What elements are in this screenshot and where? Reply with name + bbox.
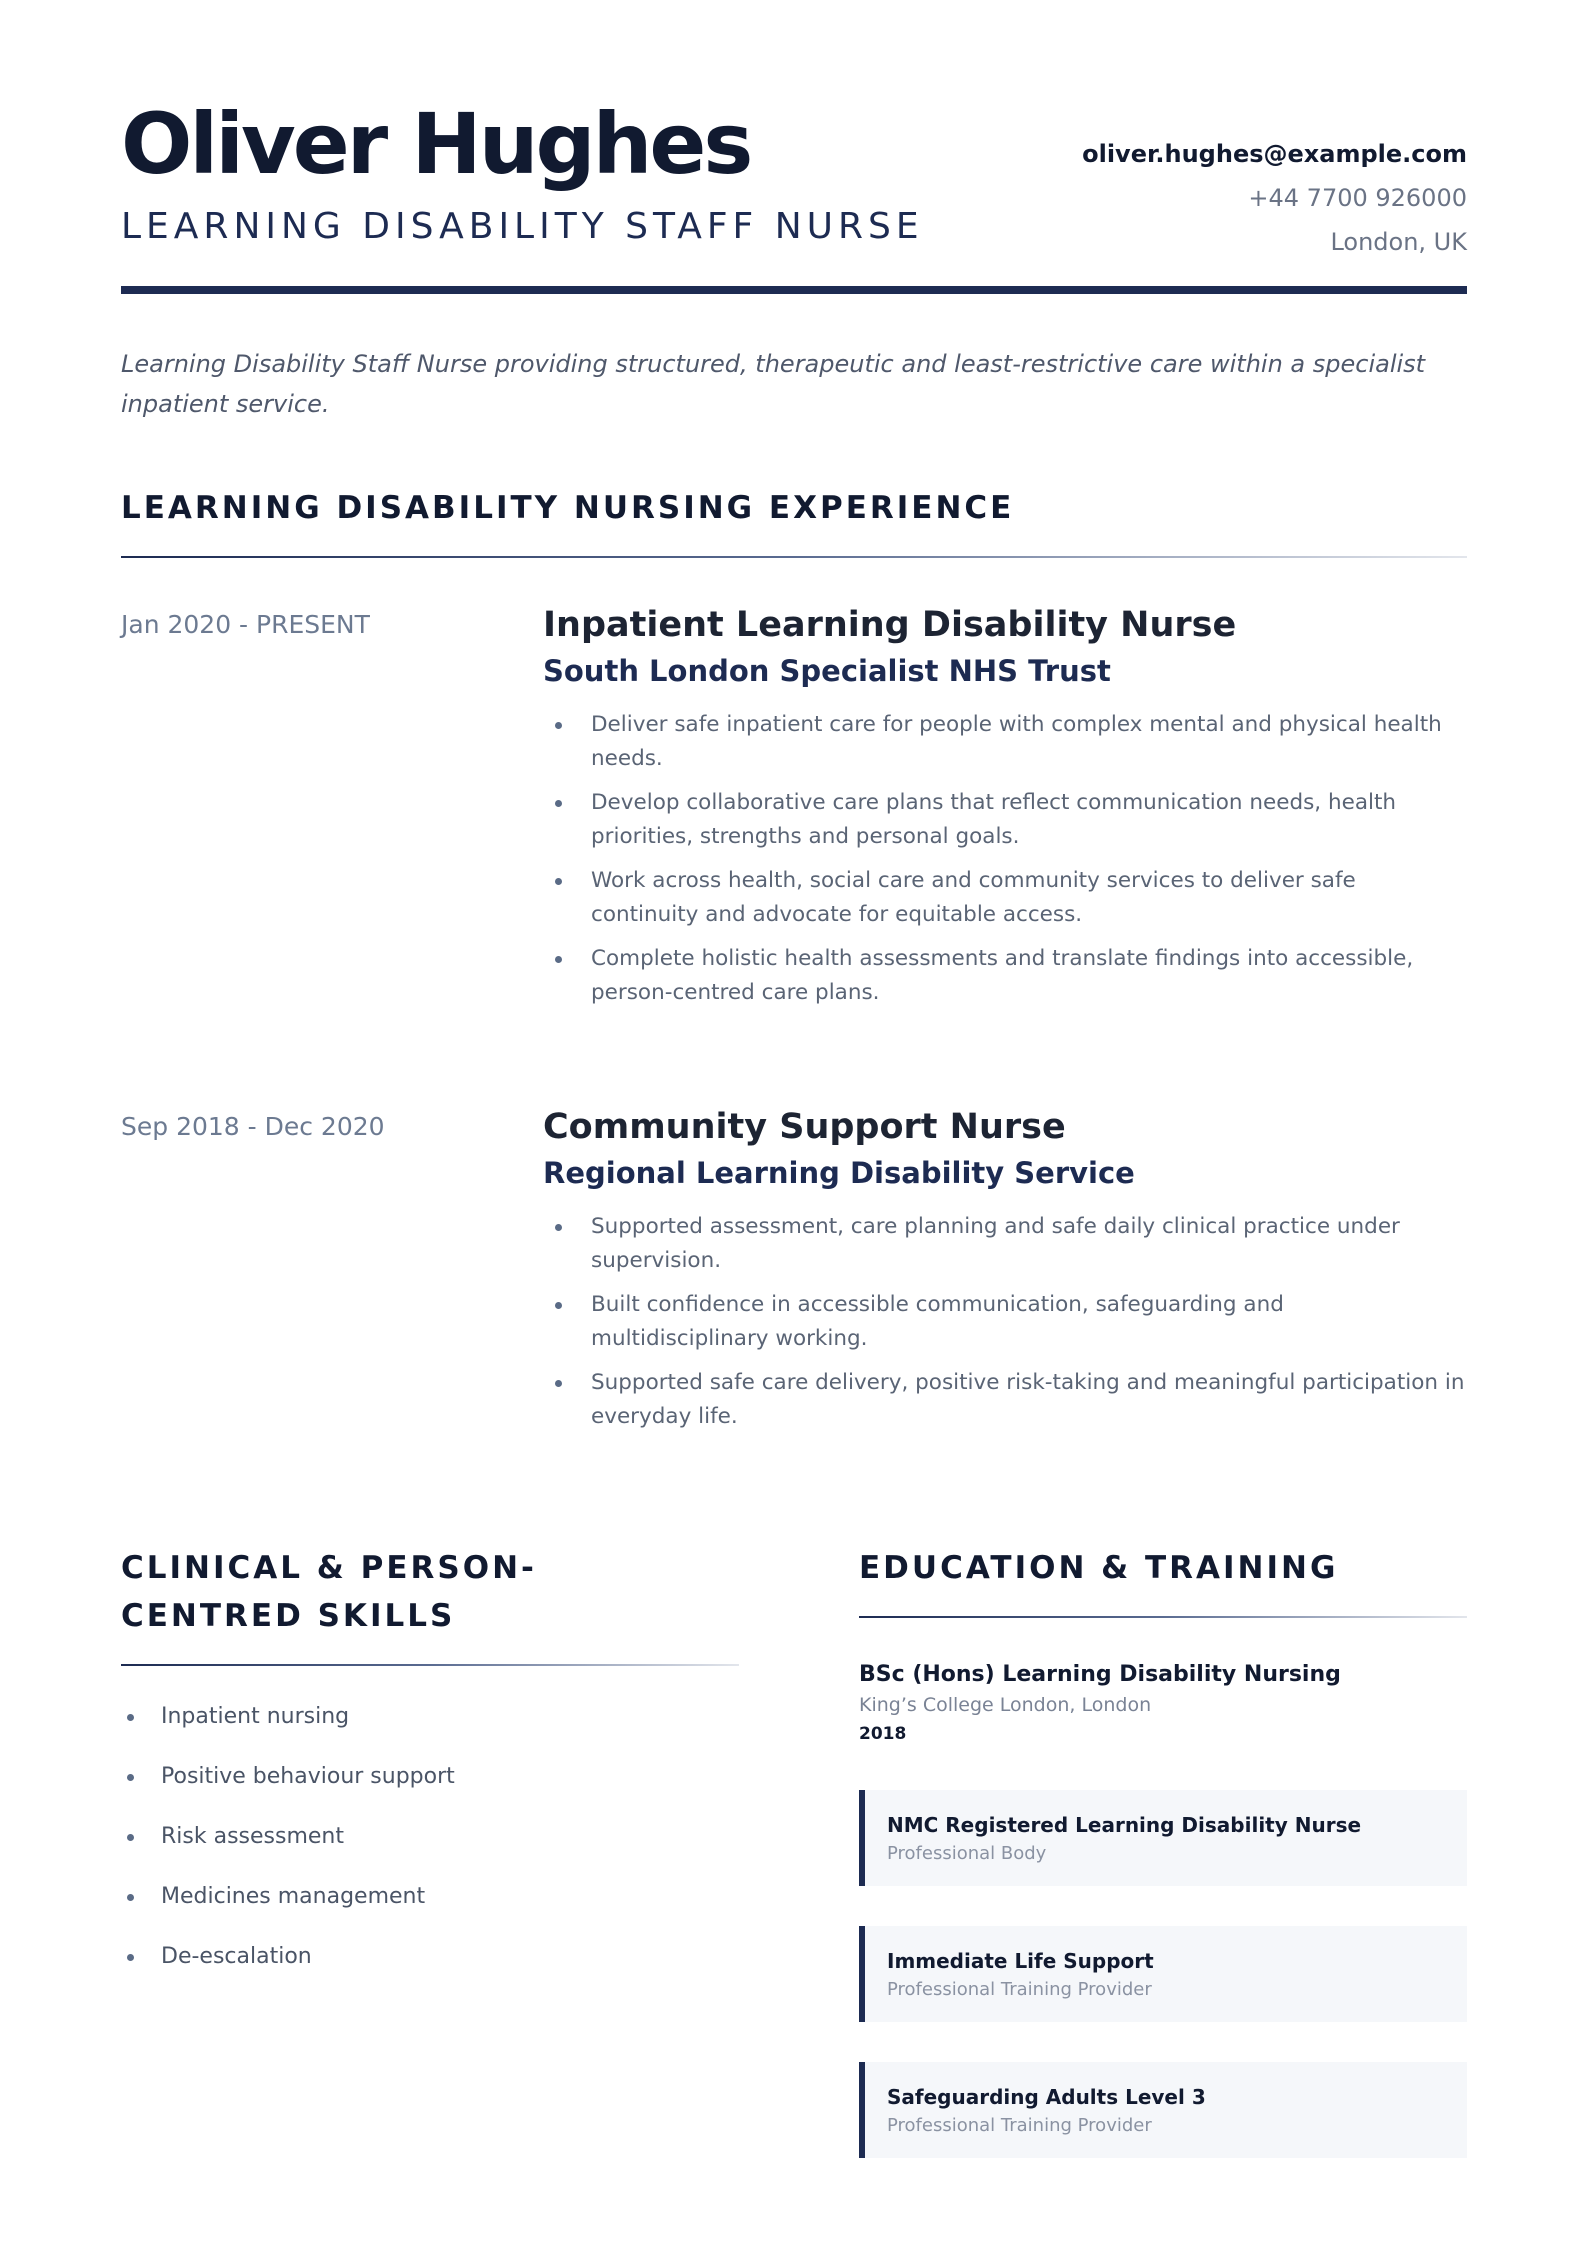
job-dates: Sep 2018 - Dec 2020 bbox=[121, 1112, 385, 1141]
degree-year: 2018 bbox=[859, 1724, 907, 1744]
contact-phone: +44 7700 926000 bbox=[1248, 184, 1467, 212]
profile-summary: Learning Disability Staff Nurse providing structured, therapeutic and least-restrictive care within a specialist inpatient service. bbox=[121, 350, 1426, 418]
bullet-dot-icon bbox=[555, 956, 562, 963]
skill-text: De-escalation bbox=[161, 1944, 312, 1969]
bullet-dot-icon bbox=[127, 1834, 134, 1841]
skill-text: Risk assessment bbox=[161, 1824, 344, 1849]
bullet-dot-icon bbox=[555, 800, 562, 807]
skills-divider bbox=[121, 1664, 739, 1666]
header-divider bbox=[121, 286, 1467, 294]
skill-item bbox=[121, 1702, 739, 1732]
job-bullet bbox=[543, 1210, 1467, 1278]
skills-heading: CLINICAL & PERSON-CENTRED SKILLS bbox=[121, 1550, 537, 1634]
job-bullet bbox=[543, 864, 1467, 932]
skills-section bbox=[121, 1544, 739, 2158]
bullet-text: Deliver safe inpatient care for people with complex mental and physical health needs. bbox=[591, 712, 1442, 771]
bullet-dot-icon bbox=[555, 1302, 562, 1309]
education-section bbox=[859, 1544, 1467, 2158]
job-dates: Jan 2020 - PRESENT bbox=[121, 610, 370, 639]
contact-location: London, UK bbox=[1330, 228, 1467, 256]
certifications-list bbox=[859, 1790, 1467, 2158]
skill-item bbox=[121, 1822, 739, 1852]
job-bullet bbox=[543, 786, 1467, 854]
bullet-text: Complete holistic health assessments and translate findings into accessible, person-centred care plans. bbox=[591, 946, 1414, 1005]
certification-provider: Professional Training Provider bbox=[887, 1979, 1152, 2000]
skill-item bbox=[121, 1882, 739, 1912]
name-block bbox=[121, 96, 924, 247]
certification-title: NMC Registered Learning Disability Nurse bbox=[887, 1813, 1362, 1837]
bullet-text: Work across health, social care and community services to deliver safe continuity and advocate for equitable access. bbox=[591, 868, 1356, 927]
bullet-text: Supported safe care delivery, positive risk-taking and meaningful participation in everyday life. bbox=[591, 1370, 1465, 1429]
education-divider bbox=[859, 1616, 1467, 1618]
certification-title: Safeguarding Adults Level 3 bbox=[887, 2085, 1206, 2109]
skill-text: Inpatient nursing bbox=[161, 1704, 350, 1729]
job-title: Community Support Nurse bbox=[543, 1107, 1066, 1147]
bottom-columns bbox=[121, 1544, 1467, 2158]
degree-institution: King’s College London, London bbox=[859, 1694, 1152, 1716]
experience-divider bbox=[121, 556, 1467, 558]
job-entry bbox=[121, 1104, 1467, 1444]
bullet-dot-icon bbox=[555, 1380, 562, 1387]
certification-provider: Professional Training Provider bbox=[887, 2115, 1152, 2136]
experience-heading: LEARNING DISABILITY NURSING EXPERIENCE bbox=[121, 490, 1015, 526]
bullet-dot-icon bbox=[127, 1894, 134, 1901]
degree-title: BSc (Hons) Learning Disability Nursing bbox=[859, 1662, 1341, 1687]
skill-item bbox=[121, 1762, 739, 1792]
certification-title: Immediate Life Support bbox=[887, 1949, 1154, 1973]
experience-section bbox=[121, 484, 1467, 1444]
job-bullets bbox=[543, 1210, 1467, 1434]
candidate-name: Oliver Hughes bbox=[121, 95, 751, 193]
skill-item bbox=[121, 1942, 739, 1972]
bullet-dot-icon bbox=[555, 1224, 562, 1231]
job-bullet bbox=[543, 942, 1467, 1010]
bullet-dot-icon bbox=[127, 1774, 134, 1781]
job-bullet bbox=[543, 1288, 1467, 1356]
job-bullets bbox=[543, 708, 1467, 1010]
certification-card bbox=[859, 2062, 1467, 2158]
skills-list bbox=[121, 1702, 739, 1972]
contact-email[interactable]: oliver.hughes@example.com bbox=[1082, 140, 1467, 168]
candidate-role: LEARNING DISABILITY STAFF NURSE bbox=[121, 206, 924, 247]
job-bullet bbox=[543, 1366, 1467, 1434]
job-bullet bbox=[543, 708, 1467, 776]
skill-text: Positive behaviour support bbox=[161, 1764, 455, 1789]
bullet-text: Supported assessment, care planning and safe daily clinical practice under supervision. bbox=[591, 1214, 1400, 1273]
bullet-text: Built confidence in accessible communication, safeguarding and multidisciplinary working. bbox=[591, 1292, 1284, 1351]
bullet-dot-icon bbox=[127, 1954, 134, 1961]
job-entry bbox=[121, 602, 1467, 1020]
resume-header bbox=[121, 96, 1467, 286]
job-company: South London Specialist NHS Trust bbox=[543, 654, 1111, 688]
contact-block bbox=[1082, 96, 1467, 264]
job-body bbox=[543, 602, 1467, 1020]
bullet-dot-icon bbox=[555, 878, 562, 885]
bullet-dot-icon bbox=[555, 722, 562, 729]
education-heading: EDUCATION & TRAINING bbox=[859, 1550, 1339, 1586]
degree-entry bbox=[859, 1660, 1467, 1748]
job-company: Regional Learning Disability Service bbox=[543, 1156, 1135, 1190]
job-title: Inpatient Learning Disability Nurse bbox=[543, 605, 1237, 645]
certification-card bbox=[859, 1790, 1467, 1886]
bullet-text: Develop collaborative care plans that reflect communication needs, health priorities, strengths and personal goals. bbox=[591, 790, 1397, 849]
certification-card bbox=[859, 1926, 1467, 2022]
skill-text: Medicines management bbox=[161, 1884, 426, 1909]
certification-provider: Professional Body bbox=[887, 1843, 1047, 1864]
job-body bbox=[543, 1104, 1467, 1444]
bullet-dot-icon bbox=[127, 1714, 134, 1721]
